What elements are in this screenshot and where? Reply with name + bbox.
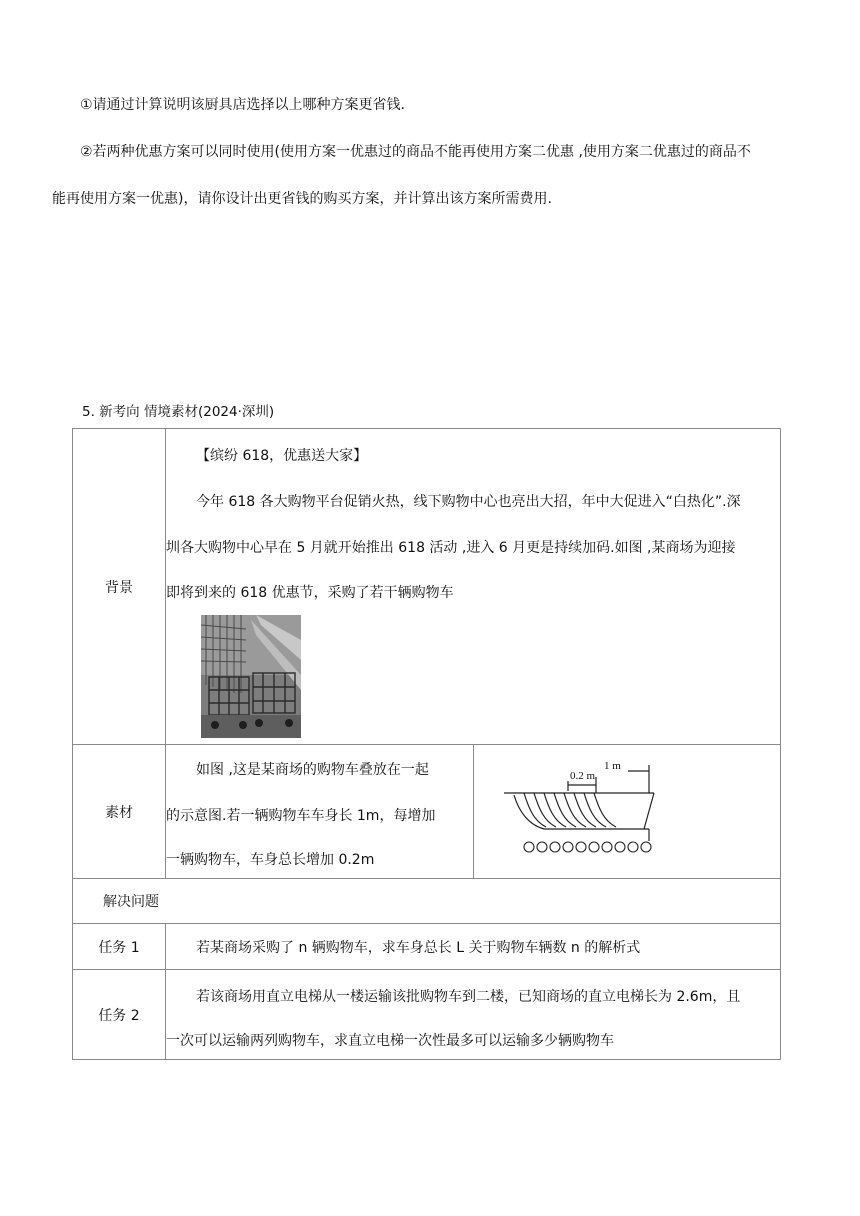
material-text [166, 745, 474, 879]
task-2-label: 任务 2 [73, 970, 166, 1060]
material-diagram-cell [473, 745, 781, 879]
background-row [73, 429, 781, 745]
task-2-content [166, 970, 781, 1060]
stacked-carts-diagram [504, 757, 664, 862]
question-part-2-line-1: ②若两种优惠方案可以同时使用(使用方案一优惠过的商品不能再使用方案二优惠 ,使用方案二优惠过的商品不 [80, 144, 751, 160]
diagram-label-1m: 1 m [603, 760, 621, 772]
task-2-text-line-1: 若该商场用直立电梯从一楼运输该批购物车到二楼，已知商场的直立电梯长为 2.6m，且 [196, 989, 741, 1005]
background-content [166, 429, 781, 745]
task-1-row [73, 924, 781, 970]
task-2-row [73, 970, 781, 1060]
question-5-title: 5. 新考向 情境素材(2024·深圳) [82, 404, 275, 420]
material-text-line-2: 的示意图.若一辆购物车车身长 1m，每增加 [166, 808, 436, 824]
material-text-line-3: 一辆购物车，车身总长增加 0.2m [166, 852, 375, 868]
material-label: 素材 [73, 745, 166, 879]
material-text-line-1: 如图 ,这是某商场的购物车叠放在一起 [196, 762, 429, 778]
task-table [72, 428, 781, 1060]
background-text-line-1: 今年 618 各大购物平台促销火热，线下购物中心也亮出大招，年中大促进入“白热化”.深 [196, 494, 741, 510]
material-row [73, 745, 781, 879]
task-1-label: 任务 1 [73, 924, 166, 970]
solve-label: 解决问题 [73, 879, 781, 924]
background-heading: 【缤纷 618，优惠送大家】 [196, 448, 368, 464]
shopping-carts-photo [201, 615, 301, 738]
solve-row [73, 879, 781, 924]
background-label: 背景 [73, 429, 166, 745]
diagram-label-0-2m: 0.2 m [569, 770, 595, 782]
task-2-text-line-2: 一次可以运输两列购物车，求直立电梯一次性最多可以运输多少辆购物车 [166, 1033, 614, 1049]
question-part-1: ①请通过计算说明该厨具店选择以上哪种方案更省钱. [80, 97, 405, 113]
background-text-line-3: 即将到来的 618 优惠节，采购了若干辆购物车 [166, 585, 454, 601]
task-1-text: 若某商场采购了 n 辆购物车，求车身总长 L 关于购物车辆数 n 的解析式 [196, 940, 641, 956]
background-text-line-2: 圳各大购物中心早在 5 月就开始推出 618 活动 ,进入 6 月更是持续加码.如图 ,某商场为迎接 [166, 540, 736, 556]
task-1-content [166, 924, 781, 970]
question-part-2-line-2: 能再使用方案一优惠)，请你设计出更省钱的购买方案，并计算出该方案所需费用. [52, 191, 552, 207]
